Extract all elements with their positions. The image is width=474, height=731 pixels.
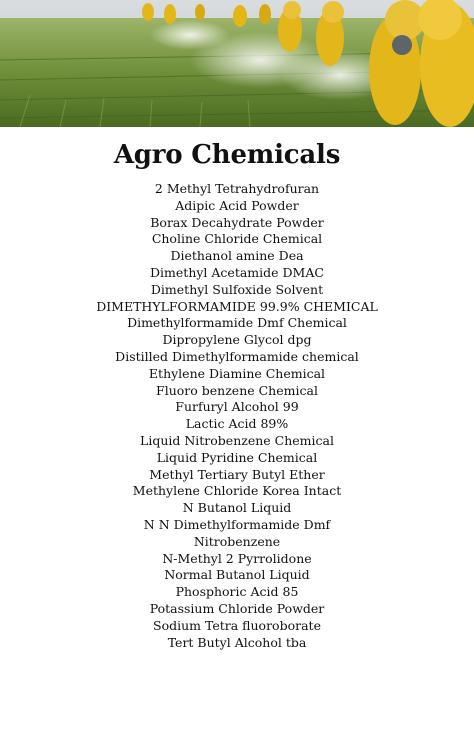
list-item: Distilled Dimethylformamide chemical xyxy=(115,348,359,364)
list-item: Borax Decahydrate Powder xyxy=(150,214,324,230)
list-item: N N Dimethylformamide Dmf xyxy=(143,516,331,532)
list-item: Methylene Chloride Korea Intact xyxy=(132,483,342,499)
list-item: Dimethyl Acetamide DMAC xyxy=(150,264,324,280)
list-item: Normal Butanol Liquid xyxy=(164,567,310,583)
hero-illustration xyxy=(0,0,474,127)
list-item: Liquid Nitrobenzene Chemical xyxy=(140,432,334,448)
list-item: DIMETHYLFORMAMIDE 99.9% CHEMICAL xyxy=(96,298,378,314)
list-item: N-Methyl 2 Pyrrolidone xyxy=(162,550,312,566)
list-item: Lactic Acid 89% xyxy=(185,416,289,432)
list-item: Phosphoric Acid 85 xyxy=(175,584,299,600)
list-item: Methyl Tertiary Butyl Ether xyxy=(149,466,325,482)
list-item: Dimethylformamide Dmf Chemical xyxy=(127,315,347,331)
list-item: Tert Butyl Alcohol tba xyxy=(167,634,307,650)
hero-photo-crop-spraying xyxy=(0,0,474,127)
list-item: Adipic Acid Powder xyxy=(175,197,299,213)
chemical-list xyxy=(0,181,474,651)
list-item: N Butanol Liquid xyxy=(182,500,292,516)
list-item: Potassium Chloride Powder xyxy=(149,600,325,616)
list-item: Nitrobenzene xyxy=(193,533,281,549)
list-item: 2 Methyl Tetrahydrofuran xyxy=(154,181,320,196)
list-item: Ethylene Diamine Chemical xyxy=(148,365,326,381)
list-item: Dimethyl Sulfoxide Solvent xyxy=(150,281,324,297)
list-item: Diethanol amine Dea xyxy=(170,248,304,264)
list-item: Sodium Tetra fluoroborate xyxy=(153,617,321,633)
page-title: Agro Chemicals xyxy=(113,140,341,170)
list-item: Dipropylene Glycol dpg xyxy=(162,332,312,348)
list-item: Liquid Pyridine Chemical xyxy=(156,449,318,465)
list-item: Choline Chloride Chemical xyxy=(151,231,323,247)
list-item: Fluoro benzene Chemical xyxy=(156,382,318,398)
list-item: Furfuryl Alcohol 99 xyxy=(175,399,299,415)
